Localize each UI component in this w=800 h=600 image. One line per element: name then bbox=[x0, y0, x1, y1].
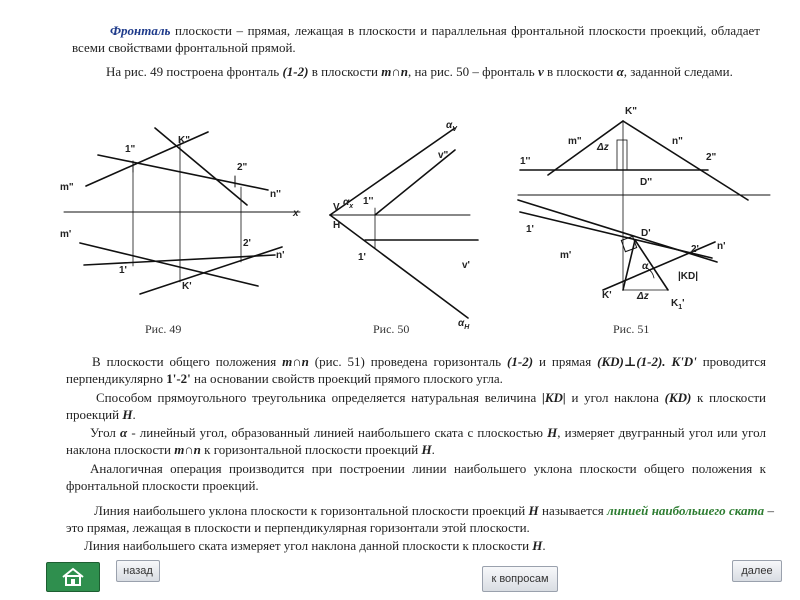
questions-button-label: к вопросам bbox=[491, 573, 549, 585]
paragraph-fig-reference: На рис. 49 построена фронталь (1-2) в плоскости m∩n, на рис. 50 – фронталь v в плоскости α, заданной следами. bbox=[106, 64, 733, 79]
fig49-label-2-1: 2' bbox=[243, 238, 251, 249]
fig49-label-1-1: 1' bbox=[119, 265, 127, 276]
fig51-label-d2: D'' bbox=[640, 177, 652, 188]
fig50-label-alpha-x: $\alpha_x$ bbox=[343, 197, 354, 210]
fig49-label-n1: n' bbox=[276, 250, 285, 261]
fig50-label-v1: v' bbox=[462, 260, 470, 271]
fig49-label-k1: K' bbox=[182, 281, 192, 292]
fig51-label-alpha: α bbox=[642, 261, 649, 272]
paragraph-horizontal-construction: В плоскости общего положения m∩n (рис. 51) проведена горизонталь (1-2) и прямая (KD)⊥(1-2). K'D' проводится перпендикулярно 1'-2' на основании свойств проекций прямого плоского угла. bbox=[66, 354, 767, 386]
paragraph-right-triangle: Способом прямоугольного треугольника определяется натуральная величина |KD| и угол наклона (KD) к плоскости проекций H. bbox=[66, 390, 766, 422]
figure-49 bbox=[64, 128, 300, 294]
home-icon bbox=[60, 567, 86, 587]
fig51-label-2-1: 2' bbox=[691, 244, 699, 255]
fig50-caption: Рис. 50 bbox=[373, 322, 410, 336]
fig51-label-1-1: 1' bbox=[526, 224, 534, 235]
fig51-label-dz-bottom: Δz bbox=[637, 291, 649, 302]
fig51-label-1-2: 1'' bbox=[520, 156, 531, 167]
fig51-label-k1-star: $K_1'$ bbox=[671, 298, 685, 311]
fig51-label-kd: |KD| bbox=[678, 271, 699, 282]
fig49-caption: Рис. 49 bbox=[145, 322, 182, 336]
fig51-caption: Рис. 51 bbox=[613, 322, 650, 336]
fig49-label-1-2: 1" bbox=[125, 144, 136, 155]
paragraph-linear-angle: Угол α - линейный угол, образованный линией наибольшего ската с плоскостью H, измеряет двугранный угол или угол наклона плоскости m∩n к горизонтальной плоскости проекций H. bbox=[66, 425, 767, 457]
paragraph-analogous-operation: Аналогичная операция производится при построении линии наибольшего уклона плоскости общего положения к фронтальной плоскости проекций. bbox=[66, 461, 766, 493]
fig49-label-k2: K" bbox=[178, 135, 190, 146]
fig51-label-m1: m' bbox=[560, 250, 572, 261]
figure-50 bbox=[330, 128, 478, 318]
paragraph-steepest-slope-measure: Линия наибольшего ската измеряет угол наклона данной плоскости к плоскости H. bbox=[84, 538, 546, 553]
fig51-label-k2: K" bbox=[625, 106, 637, 117]
next-button-label: далее bbox=[741, 565, 773, 577]
back-button-label: назад bbox=[123, 565, 153, 577]
fig49-label-m2: m" bbox=[60, 182, 74, 193]
fig50-label-1-1: 1' bbox=[358, 252, 366, 263]
fig49-label-2-2: 2" bbox=[237, 162, 248, 173]
fig51-label-n2: n" bbox=[672, 136, 683, 147]
fig51-label-m2: m" bbox=[568, 136, 582, 147]
back-button[interactable] bbox=[116, 560, 160, 582]
fig50-label-alpha-h: $\alpha_H$ bbox=[458, 318, 470, 331]
fig51-label-n1: n' bbox=[717, 241, 726, 252]
next-button[interactable] bbox=[732, 560, 782, 582]
term-frontal: Фронталь bbox=[110, 23, 171, 38]
term-steepest-slope: линией наибольшего ската bbox=[607, 503, 765, 518]
paragraph-steepest-slope-definition: Линия наибольшего уклона плоскости к горизонтальной плоскости проекций H называется линией наибольшего ската – это прямая, лежащая в плоскости и перпендикулярная горизонтали этой плоскости. bbox=[66, 503, 774, 535]
questions-button[interactable] bbox=[482, 566, 558, 592]
home-button[interactable] bbox=[46, 562, 100, 592]
fig50-label-alpha-v: $\alpha_V$ bbox=[446, 120, 457, 133]
fig49-label-m1: m' bbox=[60, 229, 72, 240]
paragraph-frontal-definition: Фронталь плоскости – прямая, лежащая в плоскости и параллельная фронтальной плоскости проекций, обладает всеми свойствами фронтальной прямой. bbox=[72, 23, 760, 55]
fig50-label-v2: v" bbox=[438, 150, 449, 161]
fig51-label-d1: D' bbox=[641, 228, 651, 239]
figure-49-labels bbox=[60, 135, 299, 336]
fig50-label-V: V bbox=[333, 202, 340, 213]
fig51-label-dz-top: Δz bbox=[597, 142, 609, 153]
fig51-label-2-2: 2" bbox=[706, 152, 717, 163]
fig49-label-x: x bbox=[293, 208, 299, 219]
fig50-label-1-2: 1'' bbox=[363, 196, 374, 207]
fig51-label-k1: K' bbox=[602, 290, 612, 301]
fig49-label-n2: n'' bbox=[270, 189, 281, 200]
fig50-label-H: H bbox=[333, 220, 341, 231]
